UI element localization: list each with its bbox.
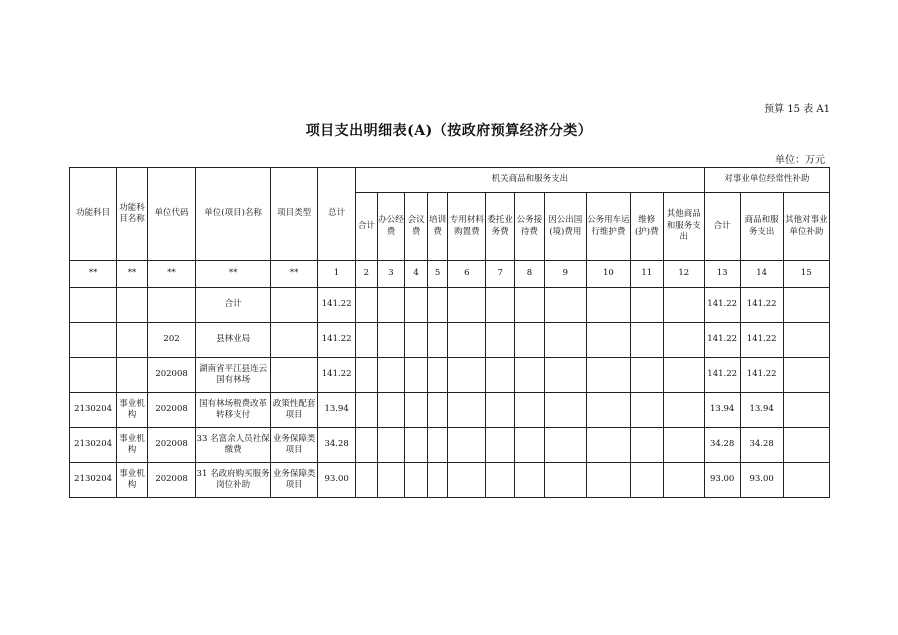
cell-empty bbox=[427, 428, 448, 463]
cell-empty bbox=[544, 323, 586, 358]
table-row bbox=[70, 358, 830, 393]
cell-func-subject-name bbox=[117, 288, 148, 323]
cell-subsidy-goods: 141.22 bbox=[740, 358, 783, 393]
cell-empty bbox=[783, 393, 829, 428]
cell-project-type: 业务保障类项目 bbox=[271, 463, 318, 498]
cell-empty bbox=[356, 288, 378, 323]
cell-empty bbox=[544, 358, 586, 393]
cell-empty bbox=[515, 463, 545, 498]
cell-empty bbox=[515, 358, 545, 393]
cell-func-subject-name: 事业机构 bbox=[117, 393, 148, 428]
cell-unit-name: 31 名政府购买服务岗位补助 bbox=[196, 463, 271, 498]
cell-project-type bbox=[271, 323, 318, 358]
index-cell: 8 bbox=[515, 261, 545, 288]
index-cell: 2 bbox=[356, 261, 378, 288]
cell-total: 141.22 bbox=[318, 323, 356, 358]
cell-empty bbox=[515, 288, 545, 323]
cell-empty bbox=[405, 463, 428, 498]
cell-empty bbox=[663, 323, 704, 358]
cell-empty bbox=[630, 323, 663, 358]
cell-empty bbox=[663, 288, 704, 323]
index-cell: ** bbox=[117, 261, 148, 288]
header-goods-col: 公务接待费 bbox=[515, 193, 545, 261]
cell-project-type: 政策性配套项目 bbox=[271, 393, 318, 428]
cell-empty bbox=[356, 393, 378, 428]
cell-empty bbox=[427, 288, 448, 323]
cell-func-subject-name bbox=[117, 358, 148, 393]
cell-empty bbox=[486, 428, 515, 463]
table-row bbox=[70, 393, 830, 428]
header-group-goods: 机关商品和服务支出 bbox=[356, 168, 705, 193]
cell-empty bbox=[663, 358, 704, 393]
cell-empty bbox=[515, 428, 545, 463]
cell-empty bbox=[586, 393, 630, 428]
index-cell: 4 bbox=[405, 261, 428, 288]
cell-empty bbox=[630, 428, 663, 463]
header-goods-col: 办公经费 bbox=[377, 193, 405, 261]
cell-subsidy-total: 141.22 bbox=[704, 358, 740, 393]
cell-empty bbox=[544, 288, 586, 323]
header-goods-col: 其他商品和服务支出 bbox=[663, 193, 704, 261]
index-cell: ** bbox=[147, 261, 195, 288]
cell-func-subject-name: 事业机构 bbox=[117, 428, 148, 463]
header-row-groups bbox=[70, 168, 830, 193]
cell-func-subject-name bbox=[117, 323, 148, 358]
table-row bbox=[70, 288, 830, 323]
header-group-subsidy: 对事业单位经常性补助 bbox=[704, 168, 829, 193]
cell-empty bbox=[377, 323, 405, 358]
index-cell: 1 bbox=[318, 261, 356, 288]
cell-empty bbox=[783, 323, 829, 358]
header-func-subject: 功能科目 bbox=[70, 168, 117, 261]
cell-empty bbox=[405, 393, 428, 428]
cell-unit-code bbox=[147, 288, 195, 323]
cell-empty bbox=[544, 393, 586, 428]
expenditure-table bbox=[69, 167, 830, 498]
cell-subsidy-goods: 34.28 bbox=[740, 428, 783, 463]
cell-empty bbox=[544, 428, 586, 463]
cell-func-subject: 2130204 bbox=[70, 393, 117, 428]
index-cell: 10 bbox=[586, 261, 630, 288]
header-subsidy-col: 商品和服务支出 bbox=[740, 193, 783, 261]
cell-empty bbox=[356, 323, 378, 358]
cell-empty bbox=[783, 428, 829, 463]
cell-empty bbox=[448, 463, 486, 498]
index-row bbox=[70, 261, 830, 288]
cell-empty bbox=[486, 288, 515, 323]
cell-unit-name: 国有林场税费改革转移支付 bbox=[196, 393, 271, 428]
cell-empty bbox=[783, 463, 829, 498]
cell-empty bbox=[586, 358, 630, 393]
cell-empty bbox=[630, 288, 663, 323]
cell-empty bbox=[515, 323, 545, 358]
cell-empty bbox=[448, 358, 486, 393]
cell-unit-name: 合计 bbox=[196, 288, 271, 323]
cell-subsidy-total: 141.22 bbox=[704, 323, 740, 358]
header-unit-name: 单位(项目)名称 bbox=[196, 168, 271, 261]
header-subsidy-col: 合计 bbox=[704, 193, 740, 261]
cell-unit-name: 湖南省平江县连云国有林场 bbox=[196, 358, 271, 393]
cell-empty bbox=[427, 323, 448, 358]
index-cell: 7 bbox=[486, 261, 515, 288]
cell-empty bbox=[663, 428, 704, 463]
header-goods-col: 培训费 bbox=[427, 193, 448, 261]
cell-unit-code: 202008 bbox=[147, 393, 195, 428]
cell-empty bbox=[427, 393, 448, 428]
cell-func-subject bbox=[70, 358, 117, 393]
cell-total: 141.22 bbox=[318, 358, 356, 393]
header-goods-col: 专用材料购置费 bbox=[448, 193, 486, 261]
cell-unit-name: 33 名富余人员社保缴费 bbox=[196, 428, 271, 463]
cell-project-type: 业务保障类项目 bbox=[271, 428, 318, 463]
cell-total: 93.00 bbox=[318, 463, 356, 498]
header-unit-code: 单位代码 bbox=[147, 168, 195, 261]
cell-empty bbox=[405, 323, 428, 358]
cell-empty bbox=[486, 323, 515, 358]
index-cell: 11 bbox=[630, 261, 663, 288]
cell-empty bbox=[630, 463, 663, 498]
table-row bbox=[70, 323, 830, 358]
cell-empty bbox=[486, 463, 515, 498]
cell-empty bbox=[630, 393, 663, 428]
cell-empty bbox=[630, 358, 663, 393]
header-goods-col: 会议费 bbox=[405, 193, 428, 261]
index-cell: 15 bbox=[783, 261, 829, 288]
cell-func-subject-name: 事业机构 bbox=[117, 463, 148, 498]
table-number-label: 预算 15 表 A1 bbox=[764, 104, 830, 115]
table-row bbox=[70, 428, 830, 463]
page-title: 项目支出明细表(A)（按政府预算经济分类） bbox=[305, 123, 593, 139]
cell-subsidy-total: 93.00 bbox=[704, 463, 740, 498]
cell-subsidy-total: 34.28 bbox=[704, 428, 740, 463]
cell-empty bbox=[448, 323, 486, 358]
unit-label: 单位：万元 bbox=[775, 155, 825, 166]
cell-empty bbox=[356, 358, 378, 393]
cell-empty bbox=[377, 393, 405, 428]
header-subsidy-col: 其他对事业单位补助 bbox=[783, 193, 829, 261]
cell-unit-code: 202008 bbox=[147, 428, 195, 463]
cell-empty bbox=[448, 288, 486, 323]
cell-empty bbox=[405, 428, 428, 463]
cell-total: 141.22 bbox=[318, 288, 356, 323]
cell-func-subject: 2130204 bbox=[70, 428, 117, 463]
index-cell: 14 bbox=[740, 261, 783, 288]
cell-subsidy-total: 13.94 bbox=[704, 393, 740, 428]
index-cell: 3 bbox=[377, 261, 405, 288]
cell-empty bbox=[586, 428, 630, 463]
cell-empty bbox=[377, 358, 405, 393]
cell-empty bbox=[586, 463, 630, 498]
cell-unit-code: 202 bbox=[147, 323, 195, 358]
cell-subsidy-goods: 141.22 bbox=[740, 323, 783, 358]
cell-func-subject bbox=[70, 323, 117, 358]
cell-total: 13.94 bbox=[318, 393, 356, 428]
cell-empty bbox=[783, 358, 829, 393]
cell-empty bbox=[377, 288, 405, 323]
cell-empty bbox=[405, 358, 428, 393]
cell-project-type bbox=[271, 288, 318, 323]
cell-empty bbox=[448, 428, 486, 463]
cell-empty bbox=[515, 393, 545, 428]
cell-subsidy-goods: 141.22 bbox=[740, 288, 783, 323]
header-goods-col: 维修(护)费 bbox=[630, 193, 663, 261]
cell-total: 34.28 bbox=[318, 428, 356, 463]
cell-empty bbox=[356, 463, 378, 498]
cell-empty bbox=[663, 463, 704, 498]
cell-subsidy-total: 141.22 bbox=[704, 288, 740, 323]
index-cell: ** bbox=[196, 261, 271, 288]
header-project-type: 项目类型 bbox=[271, 168, 318, 261]
index-cell: 12 bbox=[663, 261, 704, 288]
cell-empty bbox=[427, 358, 448, 393]
cell-unit-code: 202008 bbox=[147, 358, 195, 393]
cell-empty bbox=[486, 358, 515, 393]
header-goods-col: 因公出国(境)费用 bbox=[544, 193, 586, 261]
cell-subsidy-goods: 93.00 bbox=[740, 463, 783, 498]
cell-empty bbox=[663, 393, 704, 428]
cell-empty bbox=[586, 288, 630, 323]
cell-empty bbox=[377, 428, 405, 463]
header-goods-col: 合计 bbox=[356, 193, 378, 261]
cell-project-type bbox=[271, 358, 318, 393]
cell-unit-code: 202008 bbox=[147, 463, 195, 498]
cell-empty bbox=[427, 463, 448, 498]
cell-empty bbox=[405, 288, 428, 323]
cell-empty bbox=[486, 393, 515, 428]
cell-empty bbox=[448, 393, 486, 428]
cell-empty bbox=[783, 288, 829, 323]
header-goods-col: 委托业务费 bbox=[486, 193, 515, 261]
cell-func-subject bbox=[70, 288, 117, 323]
index-cell: 9 bbox=[544, 261, 586, 288]
table-row bbox=[70, 463, 830, 498]
index-cell: ** bbox=[70, 261, 117, 288]
cell-empty bbox=[586, 323, 630, 358]
index-cell: 6 bbox=[448, 261, 486, 288]
cell-subsidy-goods: 13.94 bbox=[740, 393, 783, 428]
cell-func-subject: 2130204 bbox=[70, 463, 117, 498]
index-cell: 13 bbox=[704, 261, 740, 288]
cell-empty bbox=[356, 428, 378, 463]
header-total: 总计 bbox=[318, 168, 356, 261]
header-goods-col: 公务用车运行维护费 bbox=[586, 193, 630, 261]
header-func-subject-name: 功能科目名称 bbox=[117, 168, 148, 261]
cell-empty bbox=[544, 463, 586, 498]
cell-unit-name: 县林业局 bbox=[196, 323, 271, 358]
index-cell: ** bbox=[271, 261, 318, 288]
cell-empty bbox=[377, 463, 405, 498]
index-cell: 5 bbox=[427, 261, 448, 288]
